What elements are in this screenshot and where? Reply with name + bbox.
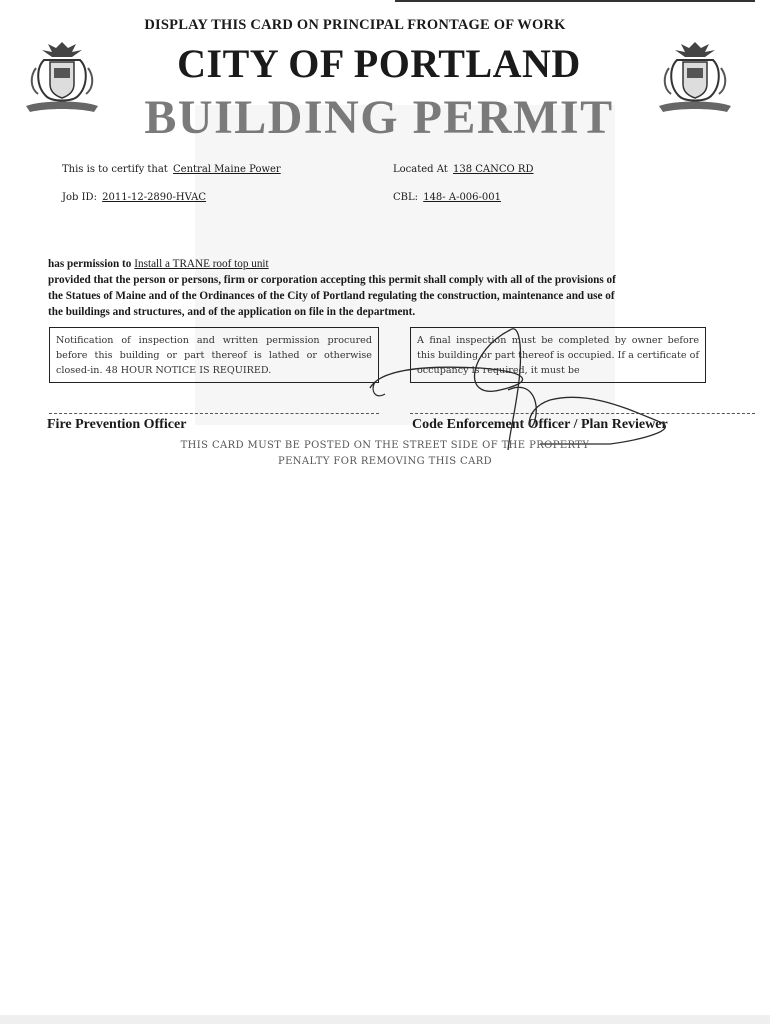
job-field [62, 192, 206, 203]
permission-label: has permission to [48, 258, 132, 270]
fire-officer-title: Fire Prevention Officer [47, 417, 187, 432]
signature-drawing [360, 310, 700, 460]
located-value: 138 CANCO RD [453, 164, 534, 175]
code-officer-title: Code Enforcement Officer / Plan Reviewer [412, 417, 668, 432]
permission-value: Install a TRANE roof top unit [134, 258, 269, 270]
fire-signature-line [49, 413, 379, 414]
inspection-notice-box: Notification of inspection and written permission procured before this building or part thereof is lathed or otherwise closed-in. 48 HOUR NOTICE IS REQUIRED. [49, 327, 379, 383]
display-note: DISPLAY THIS CARD ON PRINCIPAL FRONTAGE OF WORK [144, 17, 566, 33]
provisions-line-2: the Statues of Maine and of the Ordinances of the City of Portland regulating the construction, maintenance and use of [48, 290, 615, 302]
cbl-label: CBL: [393, 192, 419, 203]
job-value: 2011-12-2890-HVAC [102, 192, 207, 203]
city-title: CITY OF PORTLAND [177, 41, 581, 86]
certify-field [62, 164, 281, 175]
certify-label: This is to certify that [62, 164, 168, 175]
top-border-line [395, 0, 755, 2]
cbl-field [393, 192, 501, 203]
job-label: Job ID: [62, 192, 97, 203]
final-inspection-box: A final inspection must be completed by owner before this building or part thereof is occupied. If a certificate of occupancy is required, it must be [410, 327, 706, 383]
located-field [393, 164, 533, 175]
cbl-value: 148- A-006-001 [423, 192, 502, 203]
permission-line [48, 256, 708, 272]
permit-title: BUILDING PERMIT [144, 91, 614, 144]
located-label: Located At [393, 164, 448, 175]
page-edge [0, 1015, 770, 1024]
provisions-line-3: the buildings and structures, and of the application on file in the department. [48, 306, 416, 318]
certify-value: Central Maine Power [173, 164, 281, 175]
provisions-line-1: provided that the person or persons, firm or corporation accepting this permit shall comply with all of the provisions of [48, 274, 616, 286]
posting-notice: THIS CARD MUST BE POSTED ON THE STREET SIDE OF THE PROPERTY [180, 440, 590, 451]
penalty-notice: PENALTY FOR REMOVING THIS CARD [277, 456, 493, 467]
